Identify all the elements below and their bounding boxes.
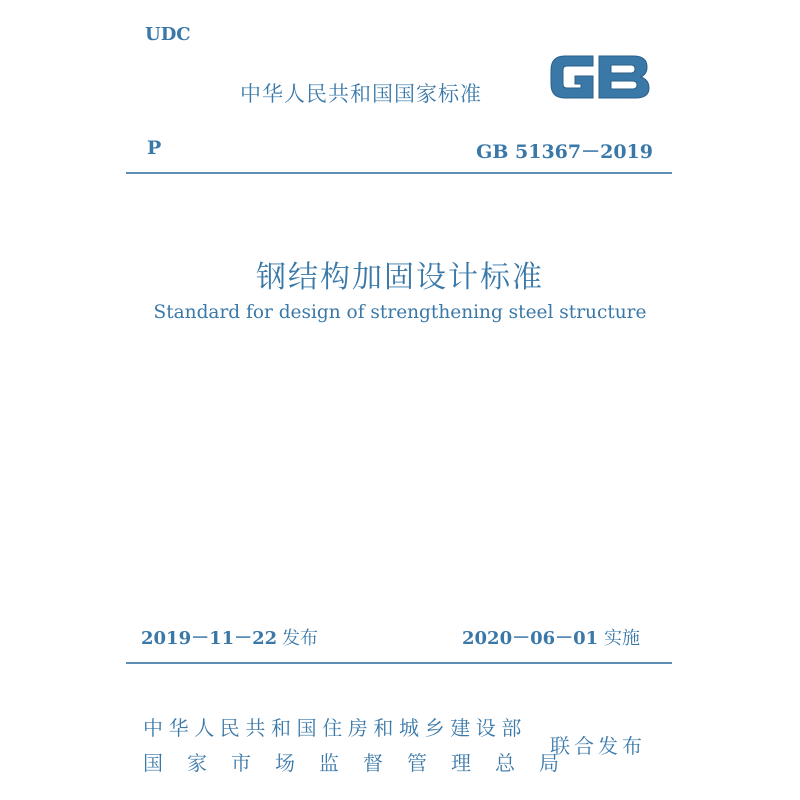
issuer-line-1: 中华人民共和国住房和城乡建设部 [143, 716, 527, 740]
implementation-date: 2020－06－01 [462, 628, 599, 649]
issuer-line-2: 国家市场监督管理总局 [143, 751, 583, 775]
standard-number: GB 51367－2019 [476, 141, 653, 163]
joint-issue-label: 联合发布 [550, 734, 646, 758]
category-code: P [147, 137, 162, 159]
udc-label: UDC [145, 24, 191, 45]
implementation-label: 实施 [604, 628, 640, 649]
top-divider [126, 172, 672, 174]
title-chinese: 钢结构加固设计标准 [256, 260, 544, 295]
gb-logo [543, 44, 653, 110]
bottom-divider [126, 662, 672, 664]
title-english: Standard for design of strengthening steel structure [153, 302, 647, 323]
gb-logo-text: GB [543, 44, 545, 45]
standard-type: 中华人民共和国国家标准 [240, 82, 482, 106]
issue-date: 2019－11－22 [141, 628, 278, 649]
issue-label: 发布 [282, 628, 318, 649]
